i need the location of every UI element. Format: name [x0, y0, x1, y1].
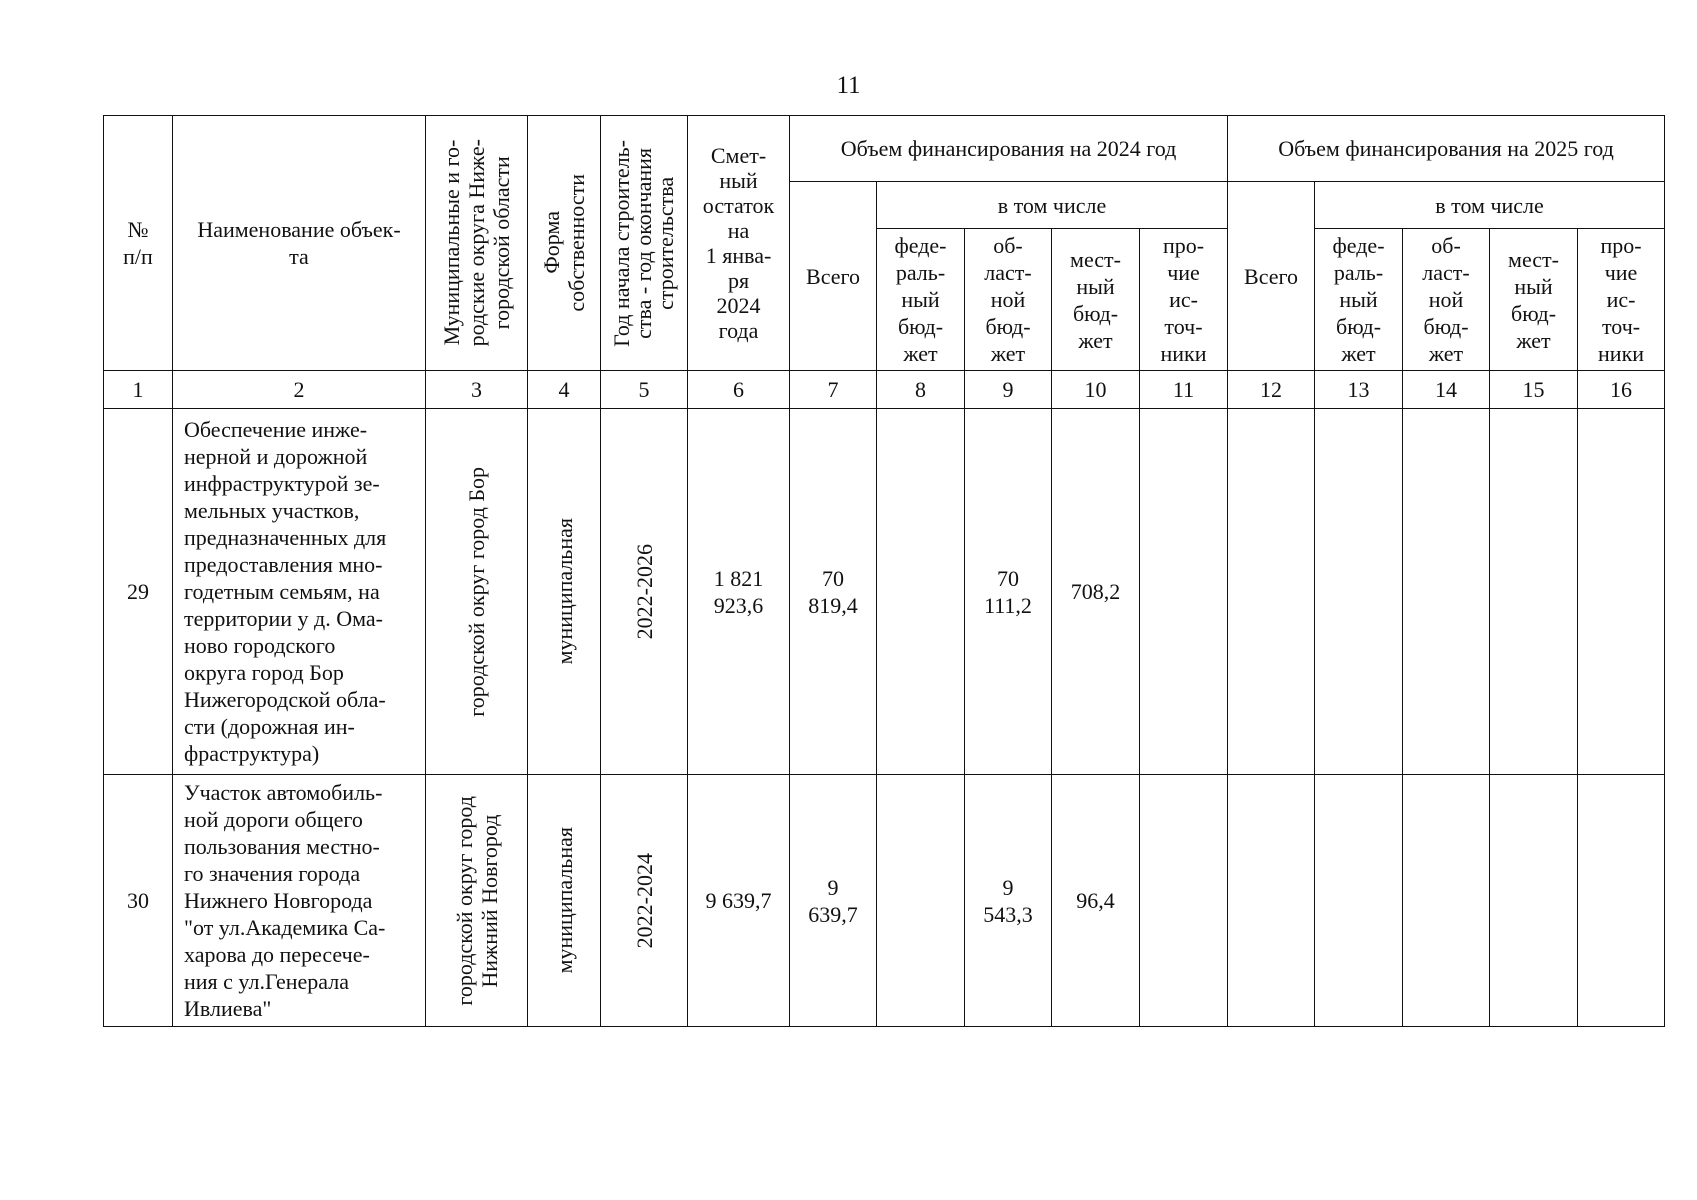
col-number: 15 [1490, 371, 1578, 409]
col-number: 5 [601, 371, 688, 409]
row-num: 30 [104, 775, 173, 1027]
col-number: 12 [1228, 371, 1315, 409]
other-2024-cell [1140, 775, 1228, 1027]
header-name: Наименование объек- та [173, 116, 426, 371]
header-years-text: Год начала строитель- ства - год окончания строительства [609, 139, 678, 347]
other-2025-cell [1578, 775, 1665, 1027]
column-numbers-row [104, 371, 1665, 409]
local-2024-cell: 708,2 [1052, 409, 1140, 775]
ownership-cell [528, 409, 601, 775]
header-fin-2025: Объем финансирования на 2025 год [1228, 116, 1665, 182]
header-municipality-text: Муниципальные и го- родские округа Ниже- городской области [439, 139, 514, 347]
col-number: 6 [688, 371, 790, 409]
municipality-text: городской округ город Бор [464, 466, 489, 717]
local-2025-cell [1490, 409, 1578, 775]
header-total-2025: Всего [1228, 182, 1315, 371]
total-2025-cell [1228, 409, 1315, 775]
header-regional-2025: об- ласт- ной бюд- жет [1403, 229, 1490, 371]
municipality-cell [426, 409, 528, 775]
years-cell [601, 409, 688, 775]
regional-2025-cell [1403, 775, 1490, 1027]
municipality-cell [426, 775, 528, 1027]
header-other-2024: про- чие ис- точ- ники [1140, 229, 1228, 371]
col-number: 9 [965, 371, 1052, 409]
local-2024-cell: 96,4 [1052, 775, 1140, 1027]
header-total-2024: Всего [790, 182, 877, 371]
ownership-text: муниципальная [551, 518, 577, 665]
total-2024-cell: 9 639,7 [790, 775, 877, 1027]
years-text: 2022-2024 [631, 852, 657, 949]
financing-table [103, 115, 1665, 1027]
other-2025-cell [1578, 409, 1665, 775]
header-num: № п/п [104, 116, 173, 371]
table-row [104, 775, 1665, 1027]
header-municipality [426, 116, 528, 371]
header-estimate: Смет- ный остаток на 1 янва- ря 2024 года [688, 116, 790, 371]
total-2024-cell: 70 819,4 [790, 409, 877, 775]
header-fin-2024: Объем финансирования на 2024 год [790, 116, 1228, 182]
col-number: 3 [426, 371, 528, 409]
object-name: Обеспечение инже- нерной и дорожной инфраструктурой зе- мельных участков, предназначенных для предоставления мно- годетным семьям, на территории у д. Ома- ново городского округа город Бор Нижегородской обла- сти (дорожная ин- фраструктура) [173, 409, 426, 775]
estimate-cell: 9 639,7 [688, 775, 790, 1027]
header-ownership [528, 116, 601, 371]
ownership-text: муниципальная [551, 827, 577, 974]
federal-2024-cell [877, 775, 965, 1027]
col-number: 4 [528, 371, 601, 409]
federal-2025-cell [1315, 775, 1403, 1027]
object-name: Участок автомобиль- ной дороги общего пользования местно- го значения города Нижнего Новгорода "от ул.Академика Са- харова до пересече- ния с ул.Генерала Ивлиева" [173, 775, 426, 1027]
header-other-2025: про- чие ис- точ- ники [1578, 229, 1665, 371]
col-number: 16 [1578, 371, 1665, 409]
header-row-1 [104, 116, 1665, 182]
local-2025-cell [1490, 775, 1578, 1027]
header-federal-2024: феде- раль- ный бюд- жет [877, 229, 965, 371]
table-row [104, 409, 1665, 775]
header-local-2024: мест- ный бюд- жет [1052, 229, 1140, 371]
estimate-cell: 1 821 923,6 [688, 409, 790, 775]
header-regional-2024: об- ласт- ной бюд- жет [965, 229, 1052, 371]
regional-2025-cell [1403, 409, 1490, 775]
col-number: 1 [104, 371, 173, 409]
col-number: 8 [877, 371, 965, 409]
col-number: 13 [1315, 371, 1403, 409]
header-years [601, 116, 688, 371]
ownership-cell [528, 775, 601, 1027]
page-number: 11 [836, 72, 861, 99]
header-including-2024: в том числе [877, 182, 1228, 229]
other-2024-cell [1140, 409, 1228, 775]
col-number: 11 [1140, 371, 1228, 409]
col-number: 2 [173, 371, 426, 409]
header-including-2025: в том числе [1315, 182, 1665, 229]
regional-2024-cell: 9 543,3 [965, 775, 1052, 1027]
years-text: 2022-2026 [631, 543, 657, 640]
federal-2024-cell [877, 409, 965, 775]
row-num: 29 [104, 409, 173, 775]
col-number: 7 [790, 371, 877, 409]
federal-2025-cell [1315, 409, 1403, 775]
header-federal-2025: феде- раль- ный бюд- жет [1315, 229, 1403, 371]
col-number: 14 [1403, 371, 1490, 409]
total-2025-cell [1228, 775, 1315, 1027]
header-ownership-text: Форма собственности [539, 174, 589, 312]
regional-2024-cell: 70 111,2 [965, 409, 1052, 775]
municipality-text: городской округ город Нижний Новгород [451, 795, 502, 1006]
years-cell [601, 775, 688, 1027]
header-local-2025: мест- ный бюд- жет [1490, 229, 1578, 371]
col-number: 10 [1052, 371, 1140, 409]
